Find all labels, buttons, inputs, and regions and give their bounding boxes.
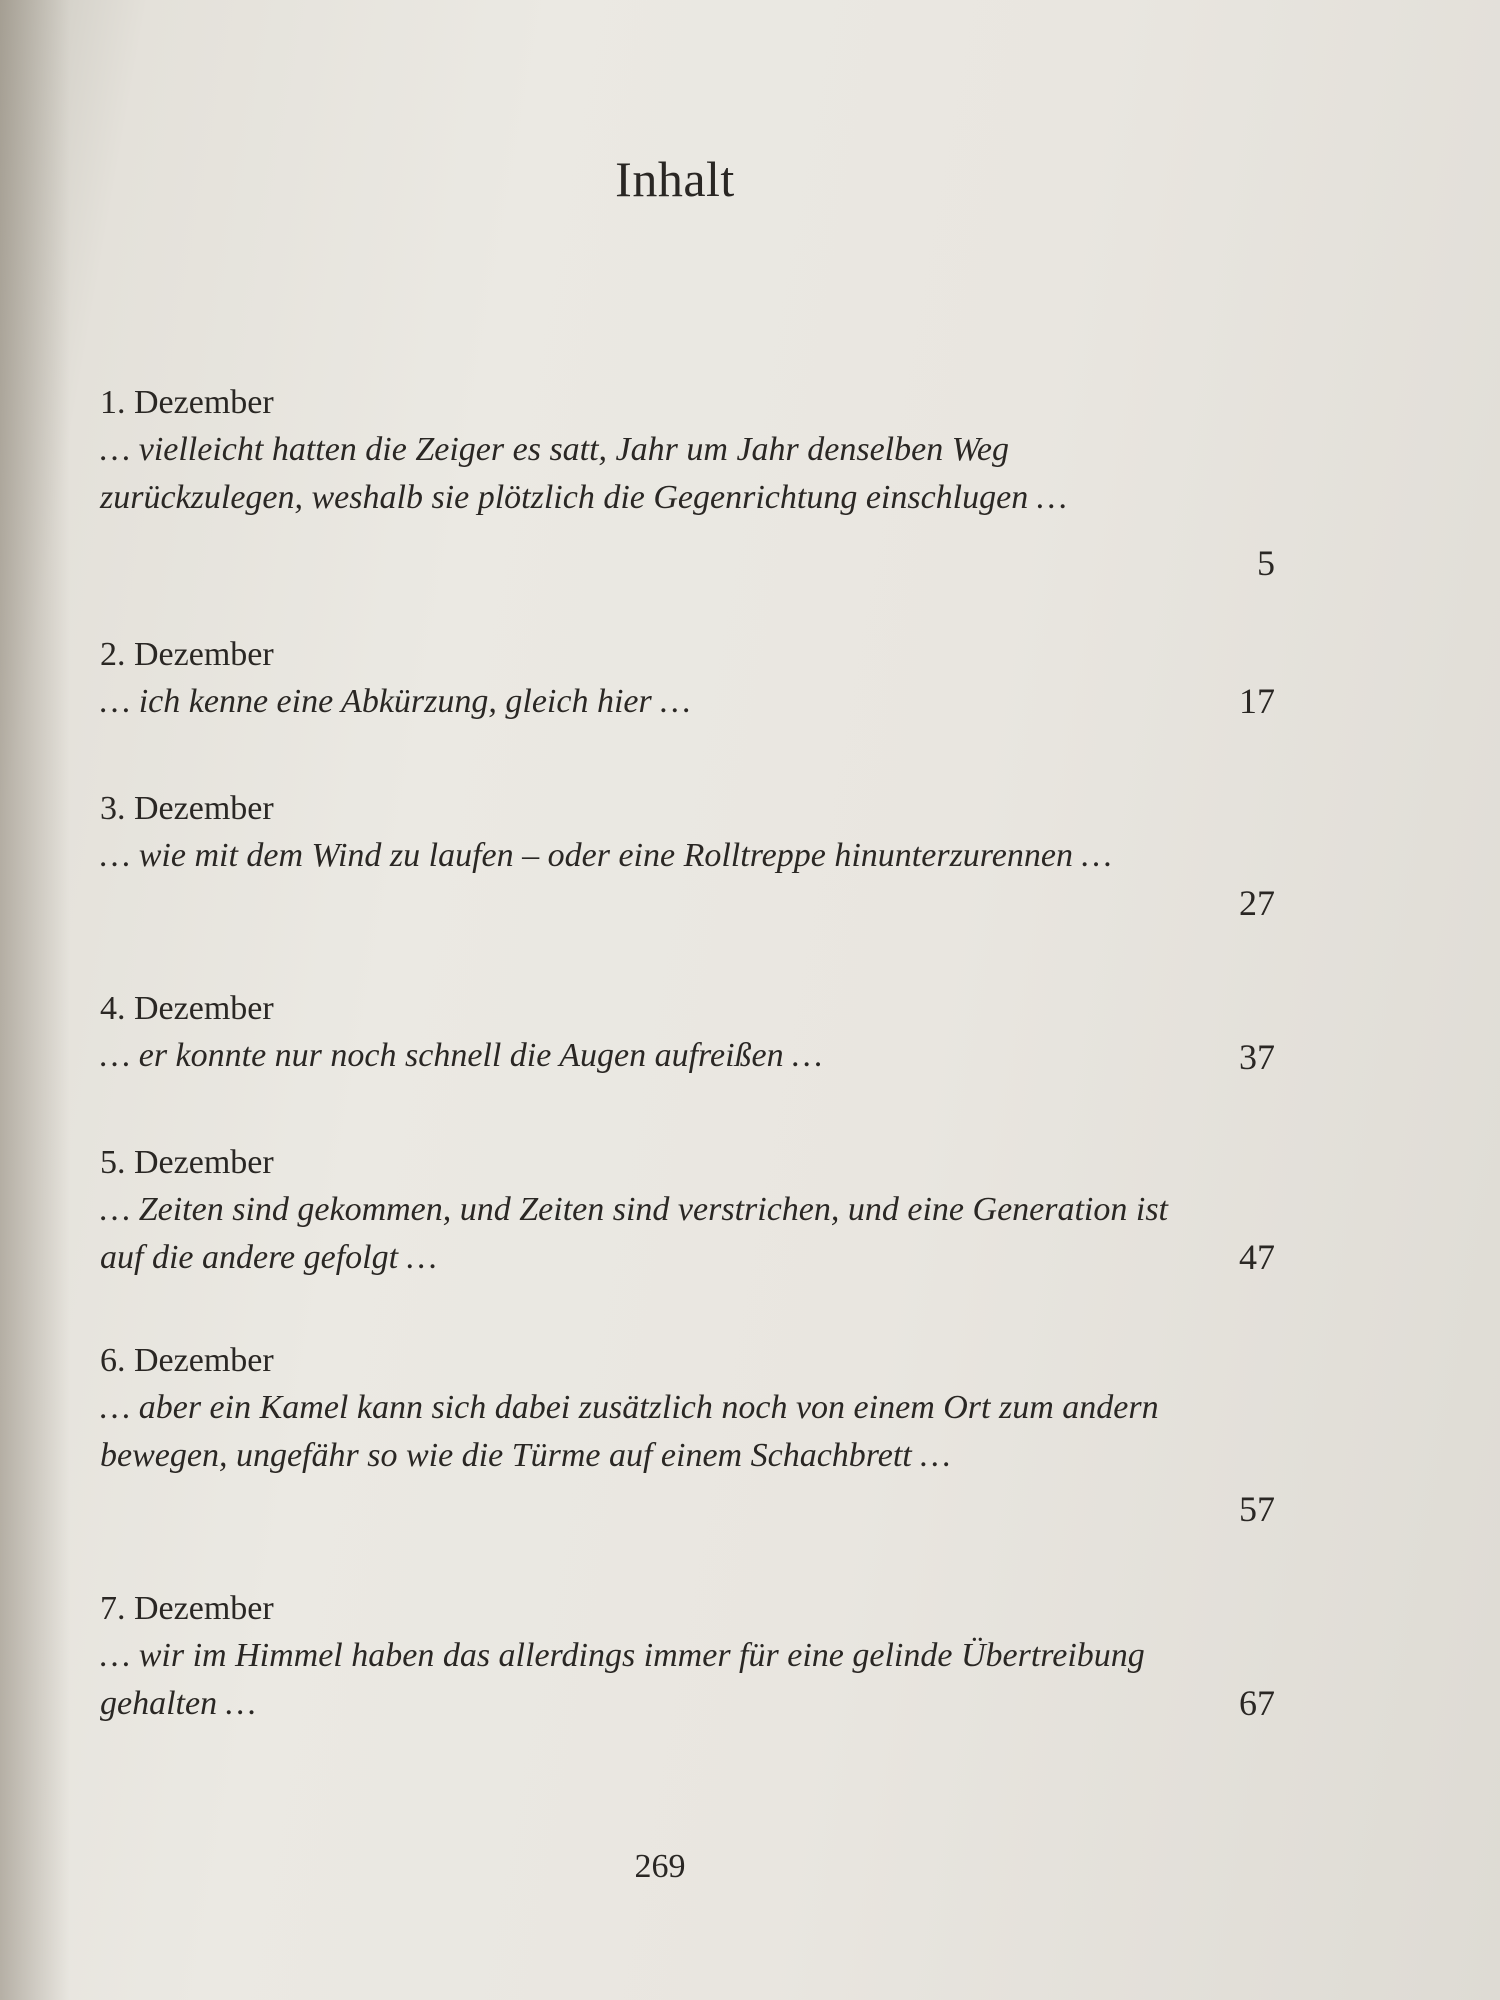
toc-entry-excerpt: … Zeiten sind gekommen, und Zeiten sind verstrichen, und eine Generation ist auf die andere gefolgt … bbox=[100, 1191, 1168, 1276]
toc-entry-excerpt: … aber ein Kamel kann sich dabei zusätzlich noch von einem Ort zum andern bewegen, ungefähr so wie die Türme auf einem Schachbrett … bbox=[100, 1389, 1159, 1474]
toc-entry-page: 47 bbox=[1239, 1237, 1275, 1277]
toc-entry-day: 3. Dezember bbox=[100, 790, 274, 827]
toc-entry-4 bbox=[100, 986, 1275, 1096]
toc-entry-excerpt: … wir im Himmel haben das allerdings immer für eine gelinde Übertreibung gehalten … bbox=[100, 1637, 1145, 1722]
toc-entry-day: 7. Dezember bbox=[100, 1590, 274, 1627]
toc-entry-day: 1. Dezember bbox=[100, 384, 274, 421]
toc-entry-excerpt: … vielleicht hatten die Zeiger es satt, Jahr um Jahr denselben Weg zurückzulegen, weshalb sie plötzlich die Gegenrichtung einschlugen … bbox=[100, 431, 1067, 516]
page-title: Inhalt bbox=[615, 151, 735, 207]
toc-entry-page: 17 bbox=[1239, 681, 1275, 721]
toc-entry-6 bbox=[100, 1338, 1275, 1538]
page-number: 269 bbox=[634, 1848, 686, 1885]
toc-entry-excerpt: … ich kenne eine Abkürzung, gleich hier … bbox=[100, 683, 691, 720]
table-of-contents bbox=[100, 380, 1275, 1736]
toc-entry-1 bbox=[100, 380, 1275, 590]
toc-entry-3 bbox=[100, 786, 1275, 936]
toc-entry-2 bbox=[100, 632, 1275, 742]
toc-entry-page: 5 bbox=[1257, 543, 1275, 583]
toc-entry-day: 5. Dezember bbox=[100, 1144, 274, 1181]
toc-entry-page: 37 bbox=[1239, 1037, 1275, 1077]
page-binding-shadow bbox=[0, 0, 70, 2000]
toc-entry-excerpt: … wie mit dem Wind zu laufen – oder eine Rolltreppe hinunterzurennen … bbox=[100, 837, 1112, 874]
toc-entry-page: 27 bbox=[1239, 883, 1275, 923]
toc-entry-day: 2. Dezember bbox=[100, 636, 274, 673]
toc-entry-page: 67 bbox=[1239, 1683, 1275, 1723]
toc-entry-day: 6. Dezember bbox=[100, 1342, 274, 1379]
toc-entry-day: 4. Dezember bbox=[100, 990, 274, 1027]
toc-entry-page: 57 bbox=[1239, 1489, 1275, 1529]
toc-entry-5 bbox=[100, 1140, 1275, 1290]
toc-entry-7 bbox=[100, 1586, 1275, 1736]
toc-entry-excerpt: … er konnte nur noch schnell die Augen aufreißen … bbox=[100, 1037, 823, 1074]
